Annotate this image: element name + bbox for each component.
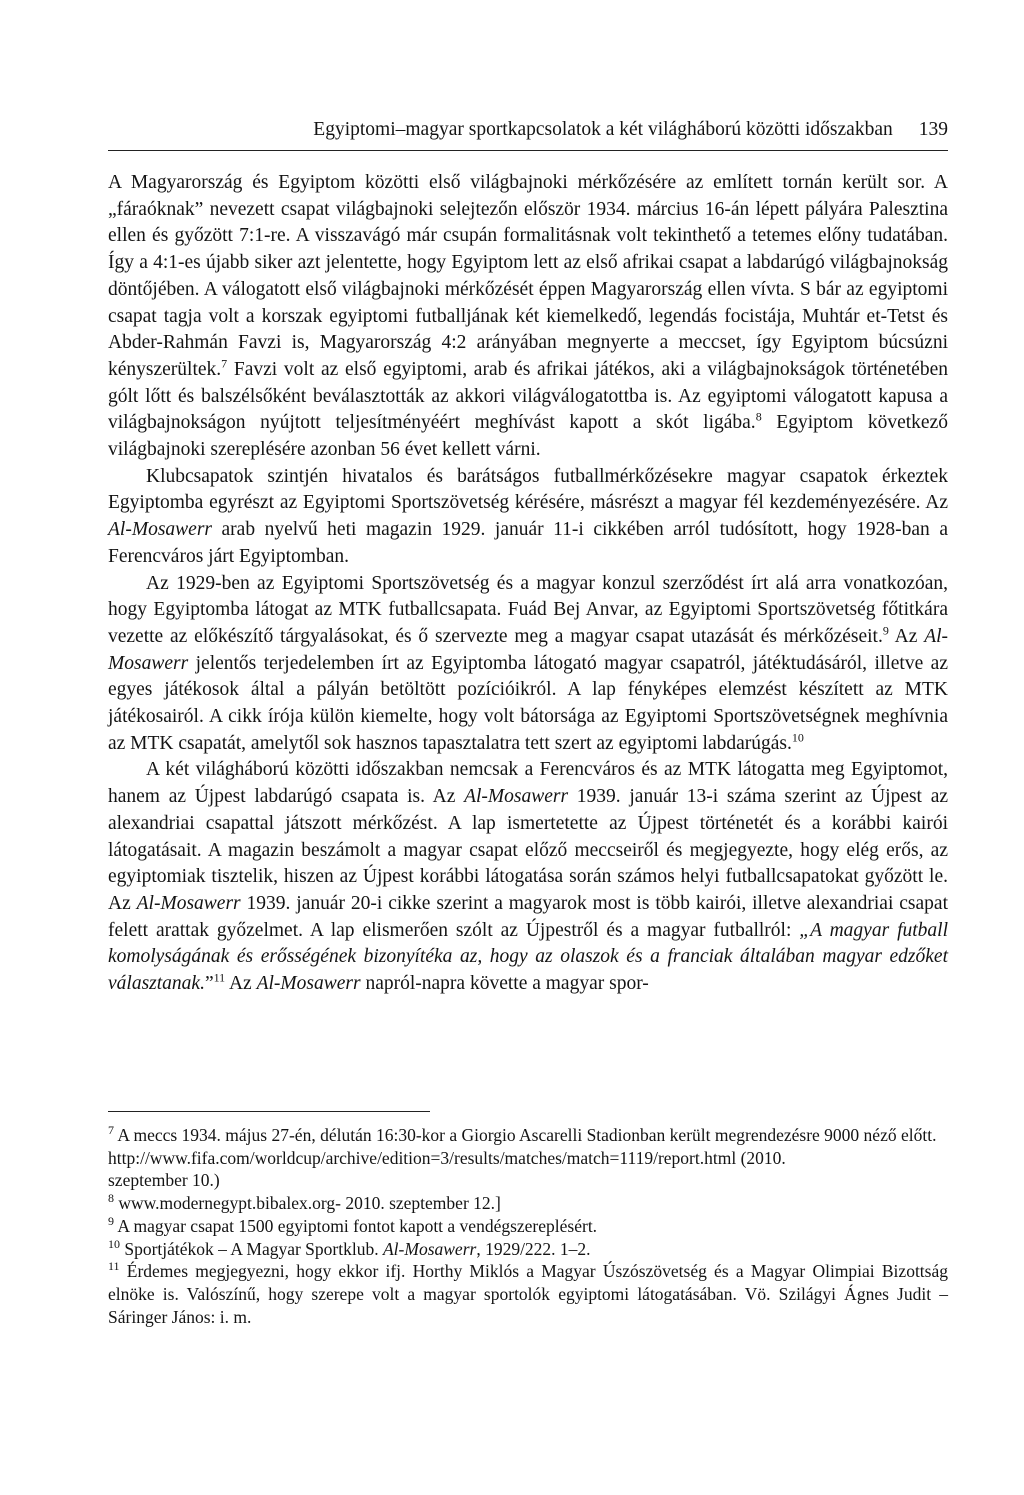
running-head: [108, 118, 948, 142]
footnote-7-url: http://www.fifa.com/worldcup/archive/edition=3/results/matches/match=1119/report.html (2010.: [108, 1147, 786, 1168]
footnote-ref-9: 9: [882, 623, 889, 638]
footnote-text: Érdemes megjegyezni, hogy ekkor ifj. Horthy Miklós a Magyar Úszószövetség és a Magyar Olimpiai Bizottság elnöke is. Valószínű, hogy szerepe volt a magyar sportolók egyiptomi látogatásában. Vö. Szilágyi Ágnes Judit – Sáringer János: i. m.: [108, 1261, 948, 1327]
page-number: 139: [918, 119, 948, 140]
quotation: „A magyar futball komolyságának és erősségének bizonyítéka az, hogy az olaszok és a franciak általában magyar edzőket választanak.: [108, 919, 949, 995]
magazine-title: Al-Mosawerr: [136, 892, 241, 914]
footnote-rule: [108, 1111, 430, 1112]
running-head-title: Egyiptomi–magyar sportkapcsolatok a két világháború közötti időszakban: [313, 119, 893, 140]
footnote-text: www.modernegypt.bibalex.org- 2010. szeptember 12.]: [114, 1193, 501, 1214]
footnote-text: Sportjátékok – A Magyar Sportklub.: [120, 1238, 383, 1259]
footnote-ref-10: 10: [791, 730, 804, 745]
paragraph-text: A két világháború közötti időszakban nemcsak a Ferencváros és az MTK látogatta meg Egyiptomot, hanem az Újpest labdarúgó csapata is. Az: [108, 759, 948, 808]
footnote-mark: 10: [108, 1236, 120, 1251]
footnote-7: [108, 1124, 948, 1147]
paragraph-4: [108, 757, 948, 997]
paragraph-text: ”: [204, 973, 214, 995]
paragraph-text: Az: [888, 625, 925, 647]
magazine-title: Al-Mosawerr: [108, 625, 949, 674]
paragraph-text: Az 1929-ben az Egyiptomi Sportszövetség és a magyar konzul szerződést írt alá arra vonatkozóan, hogy Egyiptomba látogat az MTK futballcsapata. Fuád Bej Anvar, az Egyiptomi Sportszövetség főtitkára vezette az előkészítő tárgyalásokat, és ő szervezte meg a magyar csapat utazását és mérkőzéseit.: [108, 572, 948, 647]
footnote-11: [108, 1260, 948, 1328]
paragraph-text: napról-napra követte a magyar spor-: [360, 973, 649, 995]
magazine-title: Al-Mosawerr: [256, 973, 361, 995]
footnote-7-date: szeptember 10.): [108, 1170, 220, 1191]
footnote-mark: 11: [108, 1259, 120, 1274]
footnote-text: A magyar csapat 1500 egyiptomi fontot kapott a vendégszereplésért.: [114, 1215, 598, 1236]
footnote-mark: 9: [108, 1213, 114, 1228]
paragraph-text: jelentős terjedelemben írt az Egyiptomba látogató magyar csapatról, játéktudásáról, illetve az egyes játékosok által a pályán betöltött pozícióikról. A lap fényképes elemzést készített az MTK játékosairól. A cikk írója külön kiemelte, hogy volt bátorsága az Egyiptomi Sportszövetségnek meghívnia az MTK csapatát, amelytől sok hasznos tapasztalatra tett szert az egyiptomi labdarúgás.: [108, 652, 948, 754]
magazine-title: Al-Mosawerr: [108, 519, 212, 541]
paragraph-text: A Magyarország és Egyiptom közötti első világbajnoki mérkőzésére az említett tornán került sor. A „fáraóknak” nevezett csapat világbajnoki selejtezőn először 1934. március 16-án lépett pályára Palesztina ellen és győzött 7:1-re. A visszavágó már csupán formalitásnak volt tekinthető a tetemes előny tudatában. Így a 4:1-es újabb siker azt jelentette, hogy Egyiptom lett az első afrikai csapat a labdarúgó világbajnokság döntőjében. A válogatott első világbajnoki mérkőzését éppen Magyarország ellen vívta. S bár az egyiptomi csapat tagja volt a korszak egyiptomi futballjának két kiemelkedő, legendás focistája, Muhtár et-Tetst és Abder-Rahmán Favzi is, Magyarország 4:2 arányában megnyerte a meccset, így Egyiptom búcsúzni kényszerültek.: [108, 172, 948, 380]
footnote-ref-7: 7: [221, 356, 228, 371]
magazine-title: Al-Mosawerr: [464, 786, 569, 808]
footnote-9: [108, 1215, 948, 1238]
paragraph-text: 1939. január 13-i száma szerint az Újpest az alexandriai csapattal játszott mérkőzést. A lap ismertetette az Újpest történetét és a korábbi kairói látogatásait. A magazin beszámolt a magyar csapat előző meccseiről és megjegyezte, hogy elég erős, az egyiptomiak tisztelik, hiszen az Újpest korábbi látogatása során számos helyi futballcsapatokat győzött le. Az: [108, 786, 949, 914]
paragraph-text: Favzi volt az első egyiptomi, arab és afrikai játékos, aki a világbajnokságok történetében gólt lőtt és balszélsőként beválasztották az akkori világválogatottba is. Az egyiptomi válogatott kapusa a világbajnokságon nyújtott teljesítményéért meghívást kapott a skót ligába.: [108, 358, 948, 434]
paragraph-3: [108, 571, 948, 758]
paragraph-1: [108, 170, 948, 464]
footnote-ref-8: 8: [755, 409, 762, 424]
header-rule: [108, 150, 948, 151]
footnote-mark: 7: [108, 1123, 114, 1138]
body-text: [108, 170, 948, 998]
footnotes: [108, 1124, 948, 1328]
footnote-10: [108, 1238, 948, 1261]
paragraph-text: arab nyelvű heti magazin 1929. január 11-i cikkében arról tudósított, hogy 1928-ban a Ferencváros járt Egyiptomban.: [108, 519, 948, 567]
paragraph-text: Klubcsapatok szintjén hivatalos és barátságos futballmérkőzésekre magyar csapatok érkeztek Egyiptomba egyrészt az Egyiptomi Sportszövetség kérésére, másrészt a magyar fél kezdeményezésére. Az: [108, 465, 948, 514]
footnote-mark: 8: [108, 1191, 114, 1206]
footnote-text: , 1929/222. 1–2.: [476, 1238, 591, 1259]
paragraph-text: Egyiptom következő világbajnoki szereplésére azonban 56 évet kellett várni.: [108, 412, 948, 461]
footnote-8: [108, 1192, 948, 1215]
footnote-ref-11: 11: [213, 970, 226, 985]
paragraph-2: [108, 464, 948, 571]
magazine-title: Al-Mosawerr: [382, 1238, 477, 1259]
paragraph-text: Az: [225, 973, 257, 995]
paragraph-text: 1939. január 20-i cikke szerint a magyarok most is több kairói, illetve alexandriai csapat felett arattak győzelmet. A lap elismerően szólt az Újpestről és a magyar futballról:: [108, 892, 948, 941]
footnote-text: A meccs 1934. május 27-én, délután 16:30-kor a Giorgio Ascarelli Stadionban került megrendezésre 9000 néző előtt.: [114, 1125, 937, 1145]
